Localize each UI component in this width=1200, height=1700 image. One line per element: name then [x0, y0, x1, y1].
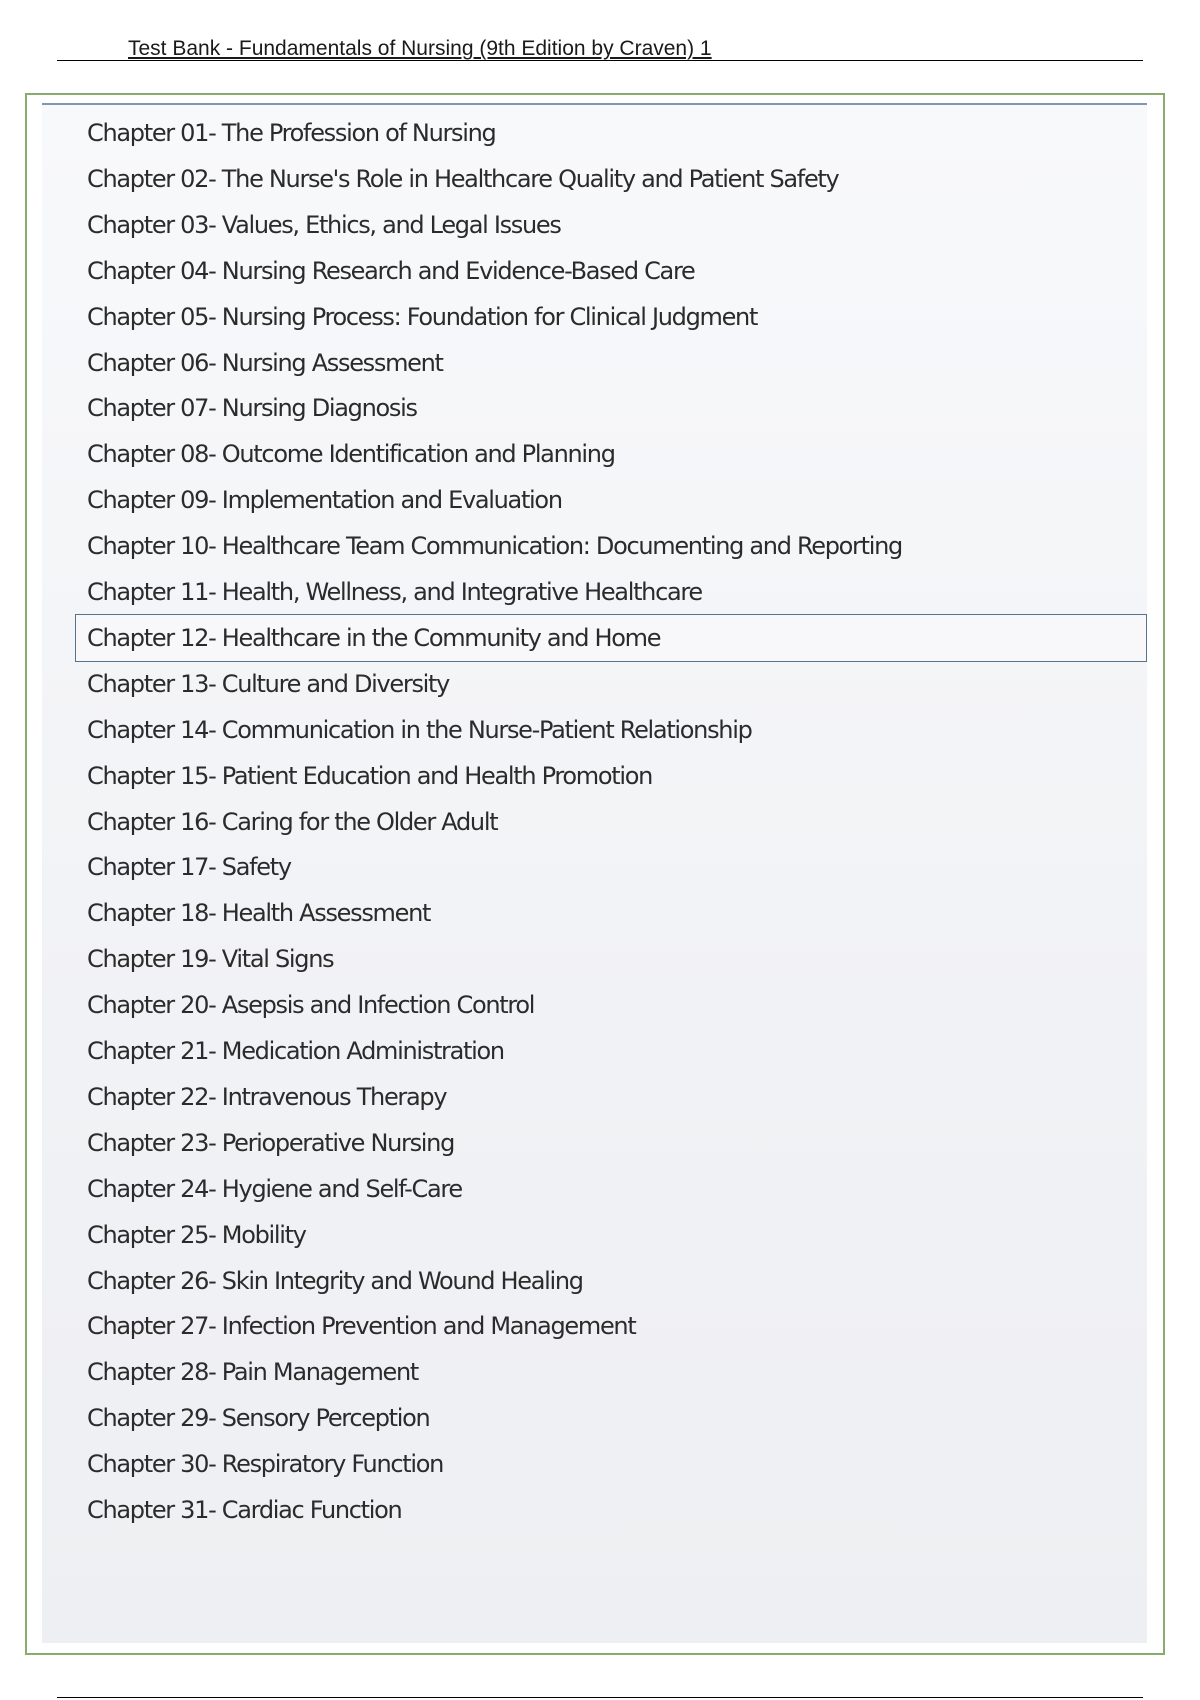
footer-rule [57, 1697, 1143, 1698]
chapter-list-item[interactable]: Chapter 20- Asepsis and Infection Control [87, 991, 535, 1020]
screenshot-frame [25, 93, 1165, 1655]
chapter-list-item[interactable]: Chapter 15- Patient Education and Health Promotion [87, 761, 653, 790]
chapter-list-item[interactable]: Chapter 25- Mobility [87, 1220, 306, 1249]
chapter-list-item[interactable]: Chapter 27- Infection Prevention and Management [87, 1312, 636, 1341]
chapter-list-item[interactable]: Chapter 19- Vital Signs [87, 945, 334, 974]
chapter-list-item-selected[interactable]: Chapter 12- Healthcare in the Community and Home [75, 614, 1147, 662]
chapter-list-item[interactable]: Chapter 13- Culture and Diversity [87, 669, 450, 698]
chapter-list-item[interactable]: Chapter 24- Hygiene and Self-Care [87, 1174, 462, 1203]
chapter-list-item[interactable]: Chapter 29- Sensory Perception [87, 1404, 430, 1433]
chapter-list-item[interactable]: Chapter 18- Health Assessment [87, 899, 431, 928]
chapter-list-item[interactable]: Chapter 07- Nursing Diagnosis [87, 394, 417, 423]
chapter-list-item[interactable]: Chapter 04- Nursing Research and Evidence-Based Care [87, 256, 695, 285]
chapter-list-item[interactable]: Chapter 31- Cardiac Function [87, 1496, 402, 1524]
chapter-list-item[interactable]: Chapter 14- Communication in the Nurse-Patient Relationship [87, 715, 752, 744]
chapter-list-item[interactable]: Chapter 09- Implementation and Evaluation [87, 486, 562, 515]
chapter-list-item[interactable]: Chapter 30- Respiratory Function [87, 1450, 444, 1479]
chapter-list-item[interactable]: Chapter 22- Intravenous Therapy [87, 1082, 447, 1111]
chapter-list-item[interactable]: Chapter 16- Caring for the Older Adult [87, 807, 498, 836]
chapter-list-item[interactable]: Chapter 28- Pain Management [87, 1358, 419, 1387]
chapter-list-item[interactable]: Chapter 06- Nursing Assessment [87, 348, 443, 377]
document-title: Test Bank - Fundamentals of Nursing (9th Edition by Craven) 1 [128, 37, 712, 60]
chapter-list-item[interactable]: Chapter 01- The Profession of Nursing [87, 119, 496, 147]
chapter-list-item[interactable]: Chapter 23- Perioperative Nursing [87, 1128, 455, 1157]
chapter-list-item[interactable]: Chapter 26- Skin Integrity and Wound Healing [87, 1266, 583, 1295]
chapter-list-item[interactable]: Chapter 02- The Nurse's Role in Healthcare Quality and Patient Safety [87, 164, 839, 193]
chapter-list-item[interactable]: Chapter 21- Medication Administration [87, 1037, 504, 1065]
chapter-list-item[interactable]: Chapter 08- Outcome Identification and Planning [87, 440, 615, 469]
chapter-list-item[interactable]: Chapter 17- Safety [87, 853, 291, 882]
chapter-list-item[interactable]: Chapter 05- Nursing Process: Foundation for Clinical Judgment [87, 302, 758, 331]
chapter-list-panel [42, 103, 1147, 1643]
chapter-list-item[interactable]: Chapter 11- Health, Wellness, and Integrative Healthcare [87, 578, 702, 606]
chapter-list-item[interactable]: Chapter 10- Healthcare Team Communication: Documenting and Reporting [87, 532, 902, 561]
page-header [57, 30, 1143, 61]
chapter-list-item[interactable]: Chapter 03- Values, Ethics, and Legal Issues [87, 210, 561, 239]
